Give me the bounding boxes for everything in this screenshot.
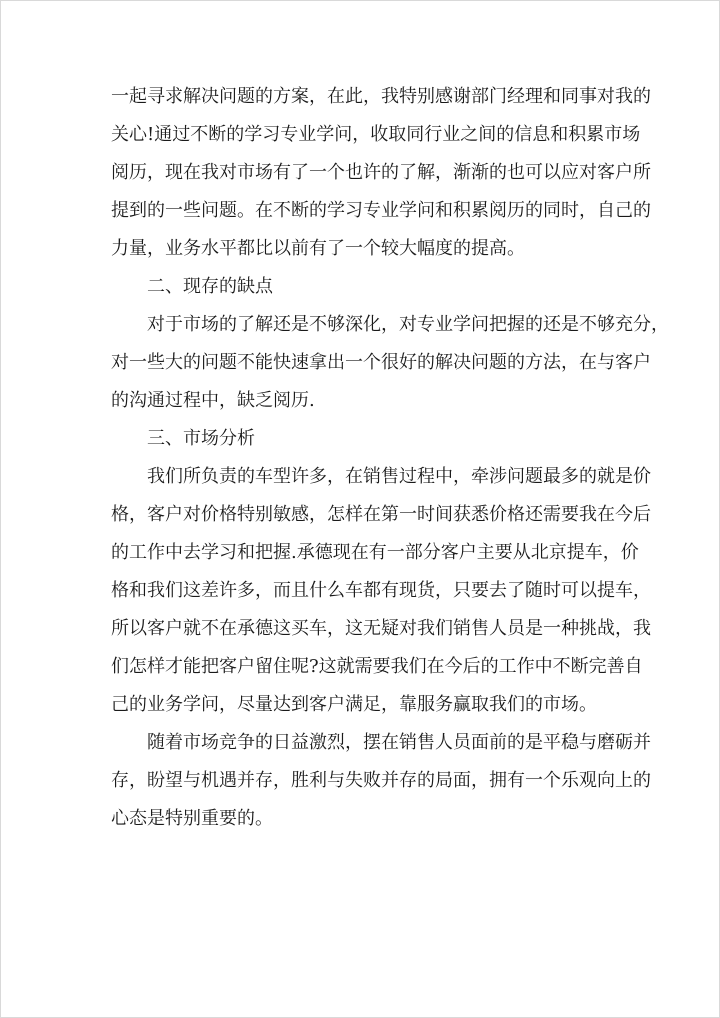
text-line: 提到的一些问题。在不断的学习专业学问和积累阅历的同时，自己的 bbox=[111, 200, 651, 221]
text-line: 的工作中去学习和把握.承德现在有一部分客户主要从北京提车，价 bbox=[111, 542, 639, 563]
text-line: 们怎样才能把客户留住呢?这就需要我们在今后的工作中不断完善自 bbox=[111, 656, 643, 677]
section-heading: 二、现存的缺点 bbox=[147, 276, 273, 297]
text-line: 存，盼望与机遇并存，胜利与失败并存的局面，拥有一个乐观向上的 bbox=[111, 770, 651, 791]
text-line: 的沟通过程中，缺乏阅历. bbox=[111, 390, 315, 411]
text-line: 心态是特别重要的。 bbox=[111, 808, 273, 829]
text-line: 格和我们这差许多，而且什么车都有现货，只要去了随时可以提车， bbox=[111, 580, 651, 601]
section-heading: 三、市场分析 bbox=[147, 428, 255, 449]
text-line: 己的业务学问，尽量达到客户满足，靠服务赢取我们的市场。 bbox=[111, 694, 597, 715]
text-line: 一起寻求解决问题的方案，在此，我特别感谢部门经理和同事对我的 bbox=[111, 86, 651, 107]
text-line: 力量，业务水平都比以前有了一个较大幅度的提高。 bbox=[111, 238, 525, 259]
text-line: 所以客户就不在承德这买车，这无疑对我们销售人员是一种挑战，我 bbox=[111, 618, 651, 639]
text-line: 我们所负责的车型许多，在销售过程中，牵涉问题最多的就是价 bbox=[147, 466, 651, 487]
text-line: 格，客户对价格特别敏感，怎样在第一时间获悉价格还需要我在今后 bbox=[111, 504, 651, 525]
text-line: 随着市场竞争的日益激烈，摆在销售人员面前的是平稳与磨砺并 bbox=[147, 732, 651, 753]
text-line: 对于市场的了解还是不够深化，对专业学问把握的还是不够充分， bbox=[147, 314, 669, 335]
text-line: 对一些大的问题不能快速拿出一个很好的解决问题的方法，在与客户 bbox=[111, 352, 651, 373]
text-line: 阅历，现在我对市场有了一个也许的了解，渐渐的也可以应对客户所 bbox=[111, 162, 651, 183]
text-line: 关心!通过不断的学习专业学问，收取同行业之间的信息和积累市场 bbox=[111, 124, 641, 145]
